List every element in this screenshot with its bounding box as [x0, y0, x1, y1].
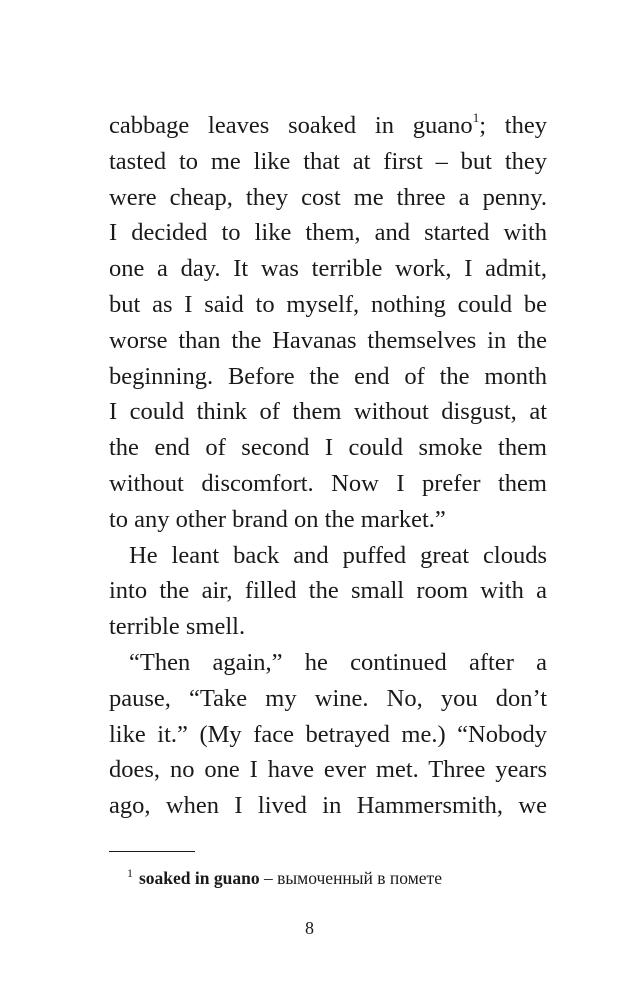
footnote-definition: вымоченный в помете [277, 868, 442, 888]
text-line: tasted to me like that at first – but they [109, 147, 547, 175]
text-line: He leant back and puffed great clouds [129, 541, 547, 569]
text-line: pause, “Take my wine. No, you don’t [109, 684, 547, 712]
footnote-divider [109, 851, 195, 852]
text-line: “Then again,” he continued after a [129, 648, 547, 676]
text-line: I decided to like them, and started with [109, 219, 547, 247]
text-line: terrible smell. [109, 613, 246, 641]
text-line: one a day. It was terrible work, I admit, [109, 255, 547, 283]
footnote-term: soaked in guano [139, 868, 260, 888]
page-number: 8 [305, 918, 314, 938]
text-line: ago, when I lived in Hammersmith, we [109, 792, 547, 820]
body-text [109, 108, 547, 824]
text-line: cabbage leaves soaked in guano$^1$; they [109, 109, 547, 139]
text-line: worse than the Havanas themselves in the [109, 326, 547, 354]
footnote-reference: 1 [472, 109, 480, 125]
text-line: beginning. Before the end of the month [109, 362, 547, 390]
footnote-dash: – [259, 868, 278, 888]
text-line: without discomfort. Now I prefer them [109, 469, 547, 497]
text-line: does, no one I have ever met. Three years [109, 756, 547, 784]
text-line: like it.” (My face betrayed me.) “Nobody [109, 720, 547, 748]
text-line: but as I said to myself, nothing could be [109, 290, 547, 318]
text-line: were cheap, they cost me three a penny. [109, 183, 547, 211]
footnote-number: 1 [127, 866, 133, 881]
footnote [127, 866, 547, 890]
text-line: I could think of them without disgust, at [109, 398, 547, 426]
text-line: into the air, filled the small room with a [109, 577, 547, 605]
text-line: to any other brand on the market.” [109, 505, 446, 533]
text-line: the end of second I could smoke them [109, 434, 547, 462]
